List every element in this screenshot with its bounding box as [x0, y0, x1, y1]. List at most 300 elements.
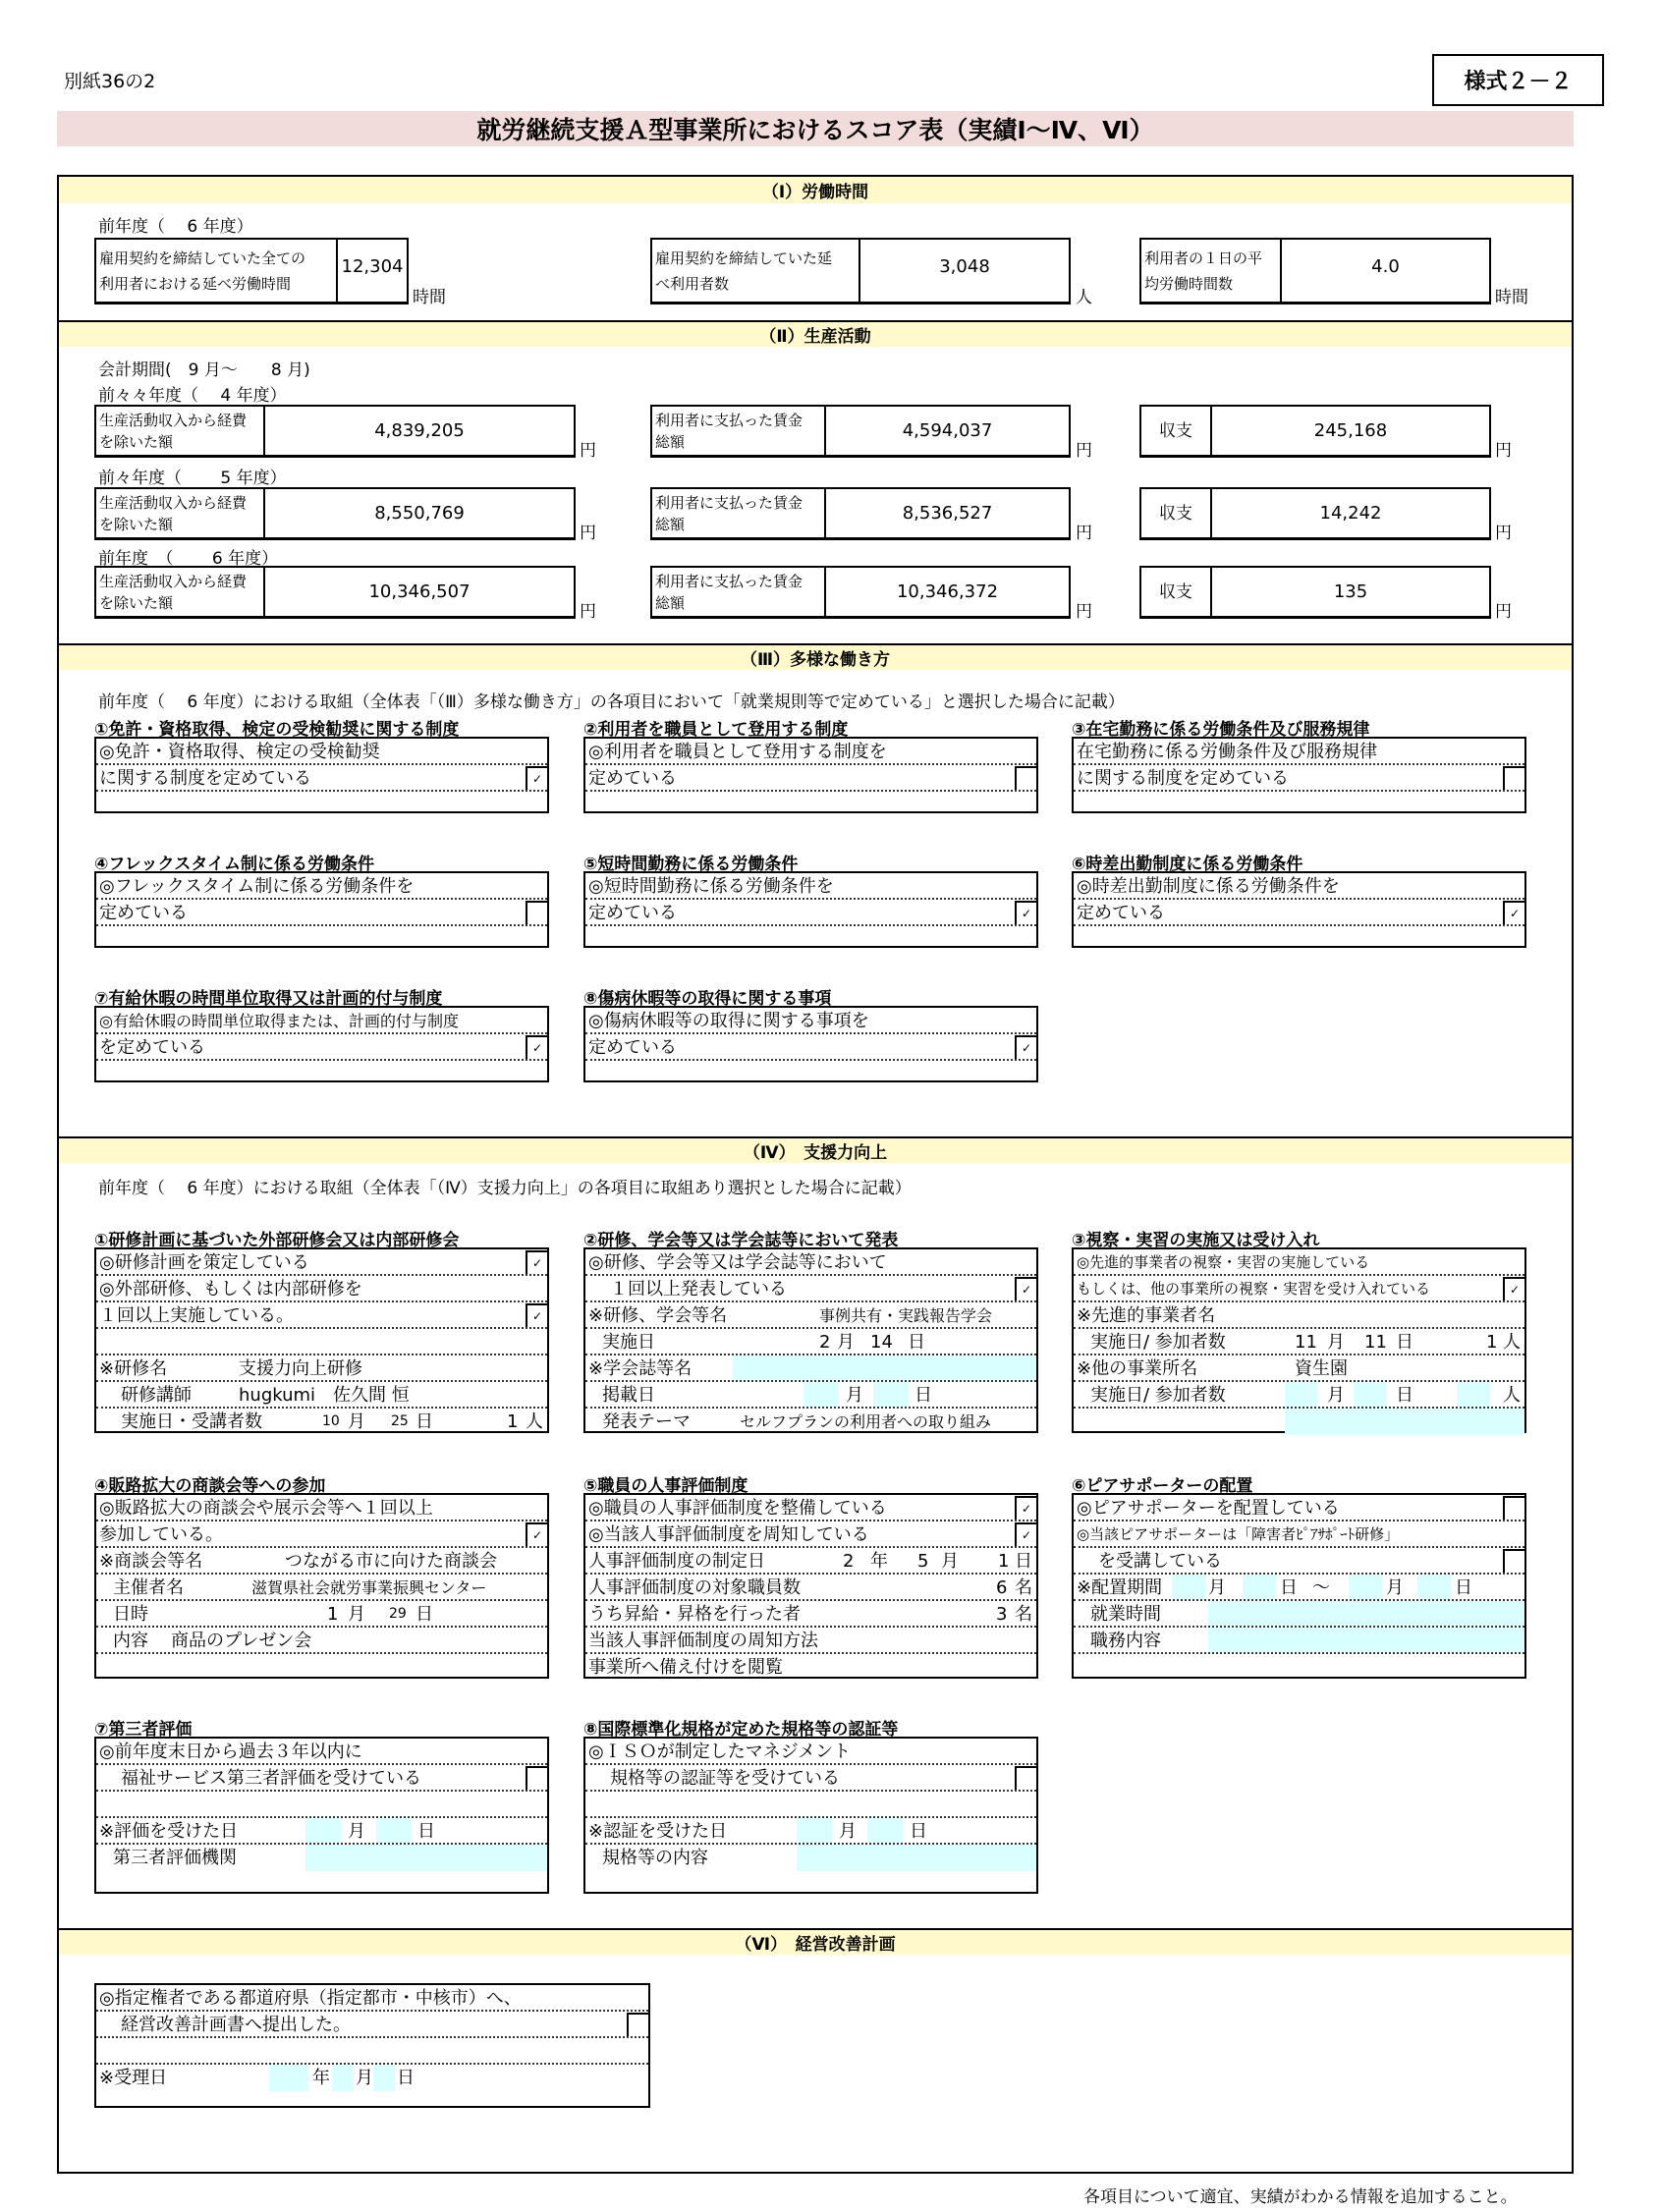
item-1-box — [94, 1247, 549, 1433]
checkbox[interactable]: ✓ — [1503, 1277, 1524, 1302]
month-input[interactable] — [332, 2065, 354, 2091]
day-input[interactable] — [867, 1818, 903, 1843]
row — [96, 1382, 547, 1409]
month-input[interactable] — [1285, 1382, 1318, 1407]
row — [96, 1276, 547, 1302]
day-unit: 日 — [397, 2068, 415, 2088]
row — [96, 1355, 547, 1382]
month-unit: 月 — [1208, 1577, 1226, 1598]
month-unit: 月 — [1386, 1577, 1404, 1598]
item-5-title: ⑤職員の人事評価制度 — [583, 1476, 748, 1496]
row — [585, 1249, 1036, 1276]
work-style-item-box — [583, 871, 1038, 948]
label-line: 利用者における延べ労働時間 — [99, 275, 292, 293]
row — [1074, 1409, 1524, 1435]
item-8-title: ⑧国際標準化規格が定めた規格等の認証等 — [583, 1720, 899, 1740]
wages-paid-box — [650, 566, 1071, 619]
row-label: 発表テーマ — [602, 1411, 691, 1432]
unit-label: 円 — [1495, 602, 1512, 622]
row — [1074, 792, 1524, 818]
row — [585, 1034, 1036, 1061]
row-label: 掲載日 — [602, 1385, 655, 1406]
row-text: 定めている — [588, 768, 677, 789]
row-text: ◎免許・資格取得、検定の受検勧奨 — [99, 742, 380, 762]
month-unit: 月 — [839, 1821, 857, 1842]
day-value[interactable]: 1 — [998, 1551, 1010, 1572]
checkbox[interactable]: ✓ — [526, 1303, 547, 1329]
row-label: 実施日/ 参加者数 — [1090, 1385, 1226, 1406]
row — [585, 1276, 1036, 1302]
row — [96, 1034, 547, 1061]
row — [585, 739, 1036, 765]
label-line: 総額 — [655, 433, 686, 451]
unit-label: 円 — [1495, 441, 1512, 461]
day-unit: 日 — [914, 1385, 932, 1406]
work-style-item-box — [94, 737, 549, 813]
row — [585, 1061, 1036, 1087]
row — [96, 1739, 547, 1765]
fiscal-year-label: 前々年度（ 5 年度） — [98, 469, 287, 488]
row — [96, 1818, 547, 1845]
row-label: 実施日・受講者数 — [121, 1411, 262, 1432]
net-revenue-box — [94, 405, 576, 458]
balance-value[interactable]: 135 — [1333, 581, 1368, 602]
row — [96, 1845, 547, 1871]
section-6-header: （Ⅵ） 経営改善計画 — [59, 1928, 1572, 1955]
day-unit: 日 — [910, 1821, 927, 1842]
unit-label: 円 — [580, 441, 596, 461]
unit-label: 円 — [580, 524, 596, 543]
unit-label: 円 — [1076, 441, 1092, 461]
standard-content-input[interactable] — [797, 1845, 1036, 1871]
year-input[interactable] — [269, 2065, 308, 2091]
checkbox[interactable] — [1503, 766, 1524, 792]
count-unit: 人 — [1503, 1332, 1521, 1353]
row-label: 人事評価制度の対象職員数 — [588, 1577, 801, 1598]
row-label: 規格等の内容 — [602, 1848, 708, 1868]
wages-paid-value[interactable]: 8,536,527 — [902, 503, 993, 524]
checkbox[interactable] — [1503, 1549, 1524, 1575]
row — [96, 1628, 547, 1654]
row-label: 主催者名 — [113, 1577, 184, 1598]
item-7-title: ⑦第三者評価 — [94, 1720, 193, 1740]
item-3-box — [1072, 1247, 1526, 1433]
month-value[interactable]: 10 — [322, 1413, 340, 1429]
row-label: 第三者評価機関 — [113, 1848, 237, 1868]
journal-name-input[interactable] — [733, 1355, 1036, 1380]
row — [585, 1739, 1036, 1765]
balance-label: 収支 — [1141, 568, 1212, 616]
work-style-item-title: ③在宅勤務に係る労働条件及び服務規律 — [1072, 720, 1370, 740]
row — [96, 1575, 547, 1601]
row-text: １回以上発表している — [610, 1279, 787, 1300]
row-label: ※認証を受けた日 — [588, 1821, 728, 1842]
label-line: を除いた額 — [99, 516, 174, 533]
row-text: を受講している — [1098, 1551, 1222, 1572]
evaluator-input[interactable] — [305, 1845, 547, 1871]
work-style-item-box — [94, 1006, 549, 1082]
row — [1074, 1548, 1524, 1575]
month-unit: 月 — [1327, 1385, 1345, 1406]
day-input[interactable] — [376, 1818, 412, 1843]
net-revenue-value[interactable]: 10,346,507 — [368, 581, 471, 602]
row-text: ◎職員の人事評価制度を整備している — [588, 1498, 887, 1519]
range-separator: ～ — [1312, 1577, 1330, 1598]
month-input[interactable] — [797, 1818, 832, 1843]
count-unit: 名 — [1015, 1604, 1032, 1625]
row-text: ◎当該ピアサポーターは「障害者ﾋﾟｱｻﾎﾟｰﾄ研修」 — [1077, 1525, 1400, 1543]
work-style-item-box — [583, 1006, 1038, 1082]
row — [585, 1845, 1036, 1871]
day-value[interactable]: 25 — [391, 1413, 409, 1429]
row-label: 就業時間 — [1090, 1604, 1161, 1625]
item-1-title: ①研修計画に基づいた外部研修会又は内部研修会 — [94, 1231, 460, 1250]
row-text: 定めている — [99, 903, 188, 923]
row — [96, 765, 547, 792]
work-style-item-box — [583, 737, 1038, 813]
checkbox[interactable]: ✓ — [1015, 901, 1036, 926]
row — [96, 739, 547, 765]
row-text: もしくは、他の事業所の視察・実習を受け入れている — [1077, 1280, 1431, 1298]
label-line: 均労働時間数 — [1144, 275, 1234, 293]
item-6-box — [1072, 1493, 1526, 1679]
year-unit: 年 — [312, 2068, 330, 2088]
row — [585, 1818, 1036, 1845]
fiscal-year-label: 前年度 （ 6 年度） — [98, 549, 279, 569]
total-users-box — [650, 238, 1071, 304]
row — [1074, 1276, 1524, 1302]
month-unit: 月 — [356, 2068, 373, 2088]
label-line: 生産活動収入から経費 — [99, 494, 248, 512]
unit-label: 円 — [1495, 524, 1512, 543]
row-text: 規格等の認証等を受けている — [610, 1768, 840, 1789]
work-style-item-title: ⑧傷病休暇等の取得に関する事項 — [583, 989, 832, 1009]
unit-label: 円 — [1076, 524, 1092, 543]
day-value[interactable]: 29 — [389, 1606, 407, 1622]
row-label: ※研修名 — [99, 1358, 168, 1379]
checkbox[interactable] — [1015, 1766, 1036, 1792]
label-line: 利用者に支払った賃金 — [655, 573, 803, 590]
row — [585, 1654, 1036, 1681]
section-1-year-label: 前年度（ 6 年度） — [98, 217, 253, 237]
accounting-period: 会計期間( 9 月～ 8 月) — [98, 360, 310, 380]
promoted-count[interactable]: 3 — [996, 1604, 1008, 1625]
row — [96, 1329, 547, 1355]
row-text: ◎時差出勤制度に係る労働条件を — [1077, 876, 1340, 897]
unit-label: 時間 — [413, 288, 446, 307]
row — [585, 1792, 1036, 1818]
day-input[interactable] — [1243, 1575, 1276, 1599]
wages-paid-box — [650, 405, 1071, 458]
row — [96, 2038, 648, 2065]
month-input[interactable] — [305, 1818, 341, 1843]
row — [1074, 926, 1524, 953]
day-input[interactable] — [873, 1382, 909, 1407]
label-line: 利用者に支払った賃金 — [655, 494, 803, 512]
section-3-note: 前年度（ 6 年度）における取組（全体表「（Ⅲ）多様な働き方」の各項目において「就業規則等で定めている」と選択した場合に記載） — [98, 692, 1125, 712]
work-style-item-box — [1072, 871, 1526, 948]
total-work-hours-value[interactable]: 12,304 — [341, 256, 404, 277]
checkbox[interactable] — [627, 2013, 648, 2038]
avg-daily-hours-value[interactable]: 4.0 — [1371, 256, 1400, 277]
row-text: ◎フレックスタイム制に係る労働条件を — [99, 876, 415, 897]
row-text: 定めている — [588, 1037, 677, 1058]
wages-paid-value[interactable]: 4,594,037 — [902, 420, 993, 441]
label-line: 生産活動収入から経費 — [99, 573, 248, 590]
row-label: 日時 — [113, 1604, 148, 1625]
row — [1074, 1355, 1524, 1382]
row — [96, 1061, 547, 1087]
month-input[interactable] — [1172, 1575, 1205, 1599]
work-style-item-title: ⑤短時間勤務に係る労働条件 — [583, 855, 799, 874]
row-text: １回以上実施している。 — [99, 1305, 294, 1326]
row-text: ◎ピアサポーターを配置している — [1077, 1498, 1340, 1519]
row-label: ※商談会等名 — [99, 1551, 203, 1572]
total-work-hours-box — [94, 238, 409, 304]
fair-name[interactable]: つながる市に向けた商談会 — [285, 1551, 497, 1572]
row-label: 職務内容 — [1090, 1631, 1161, 1651]
row-text: 経営改善計画書へ提出した。 — [121, 2015, 351, 2035]
row — [585, 1329, 1036, 1355]
section-1-header: （Ⅰ）労働時間 — [59, 177, 1572, 203]
day-input[interactable] — [1417, 1575, 1451, 1599]
row — [1074, 1249, 1524, 1276]
balance-box — [1139, 566, 1491, 619]
item-8-box — [583, 1737, 1038, 1894]
row — [96, 900, 547, 926]
row-text: ◎ＩＳＯが制定したマネジメント — [588, 1742, 852, 1762]
month-input[interactable] — [803, 1382, 839, 1407]
row-text: ◎当該人事評価制度を周知している — [588, 1524, 869, 1545]
checkbox[interactable]: ✓ — [1015, 1522, 1036, 1548]
wages-paid-value[interactable]: 10,346,372 — [896, 581, 999, 602]
checkbox[interactable]: ✓ — [526, 1522, 547, 1548]
row-text: ◎先進的事業者の視察・実習の実施している — [1077, 1253, 1370, 1271]
row — [585, 1521, 1036, 1548]
item-7-box — [94, 1737, 549, 1894]
month-input[interactable] — [1349, 1575, 1382, 1599]
row — [585, 1382, 1036, 1409]
count-unit: 名 — [1015, 1577, 1032, 1598]
day-input[interactable] — [1354, 1382, 1387, 1407]
label-line: 総額 — [655, 594, 686, 612]
label-line: 生産活動収入から経費 — [99, 412, 248, 429]
row — [1074, 1654, 1524, 1681]
year-value[interactable]: 2 — [843, 1551, 855, 1572]
count-input[interactable] — [1457, 1382, 1490, 1407]
row — [96, 1548, 547, 1575]
month-unit: 月 — [348, 1411, 365, 1432]
month-unit: 月 — [1327, 1332, 1345, 1353]
row-text: ◎外部研修、もしくは内部研修を — [99, 1279, 362, 1300]
staff-count[interactable]: 6 — [996, 1577, 1008, 1598]
count-value[interactable]: 1 — [1486, 1332, 1498, 1353]
row-text: ◎利用者を職員として登用する制度を — [588, 742, 887, 762]
row — [96, 792, 547, 818]
row — [585, 765, 1036, 792]
month-value[interactable]: 11 — [1295, 1332, 1317, 1353]
row — [96, 1521, 547, 1548]
row — [96, 1792, 547, 1818]
organizer-name[interactable]: 滋賀県社会就労事業振興センター — [251, 1578, 487, 1597]
checkbox[interactable]: ✓ — [526, 1035, 547, 1061]
item-4-box — [94, 1493, 549, 1679]
checkbox[interactable]: ✓ — [526, 1250, 547, 1276]
checkbox[interactable] — [1015, 766, 1036, 792]
section-2-header: （Ⅱ）生産活動 — [59, 320, 1572, 347]
day-unit: 日 — [1396, 1332, 1413, 1353]
row-label: うち昇給・昇格を行った者 — [588, 1604, 801, 1625]
label-line: 総額 — [655, 516, 686, 533]
row — [96, 1249, 547, 1276]
row — [1074, 1521, 1524, 1548]
section-3-header: （Ⅲ）多様な働き方 — [59, 643, 1572, 670]
month-unit: 月 — [846, 1385, 863, 1406]
count-value[interactable]: 1 — [507, 1411, 519, 1432]
row-label: 内容 — [113, 1631, 148, 1651]
row — [96, 873, 547, 900]
checkbox[interactable] — [526, 1766, 547, 1792]
row — [585, 873, 1036, 900]
form-number-badge: 様式２－２ — [1432, 54, 1604, 106]
day-value[interactable]: 11 — [1364, 1332, 1387, 1353]
work-style-item-title: ⑦有給休暇の時間単位取得又は計画的付与制度 — [94, 989, 443, 1009]
row — [96, 1601, 547, 1628]
month-value[interactable]: 2 — [819, 1332, 831, 1353]
row-text: に関する制度を定めている — [1077, 768, 1289, 789]
row — [585, 1495, 1036, 1521]
day-unit: 日 — [1455, 1577, 1472, 1598]
row — [96, 1985, 648, 2012]
total-users-value[interactable]: 3,048 — [939, 256, 990, 277]
row-label: ※学会誌等名 — [588, 1358, 692, 1379]
fiscal-year-label: 前々々年度（ 4 年度） — [98, 386, 287, 406]
checkbox[interactable]: ✓ — [1015, 1035, 1036, 1061]
checkbox[interactable] — [1503, 1496, 1524, 1521]
row-text: 定めている — [588, 903, 677, 923]
row — [96, 1495, 547, 1521]
row — [1074, 1601, 1524, 1628]
day-unit: 日 — [1396, 1385, 1413, 1406]
duties-input[interactable] — [1208, 1628, 1524, 1652]
row-text: 定めている — [1077, 903, 1165, 923]
net-revenue-box — [94, 566, 576, 619]
row-label: ※配置期間 — [1077, 1577, 1163, 1598]
row — [1074, 1628, 1524, 1654]
month-value[interactable]: 1 — [327, 1604, 339, 1625]
label-line: 雇用契約を締結していた延 — [655, 249, 833, 267]
checkbox[interactable] — [526, 901, 547, 926]
unit-label: 時間 — [1495, 288, 1528, 307]
day-input[interactable] — [373, 2065, 395, 2091]
balance-value[interactable]: 245,168 — [1313, 420, 1388, 441]
management-plan-box — [94, 1983, 650, 2108]
row — [1074, 739, 1524, 765]
row — [1074, 1302, 1524, 1329]
row — [96, 1765, 547, 1792]
row — [585, 926, 1036, 953]
row — [1074, 1329, 1524, 1355]
row-text: 福祉サービス第三者評価を受けている — [121, 1768, 421, 1789]
checkbox[interactable]: ✓ — [1015, 1277, 1036, 1302]
reference-label: 別紙36の2 — [64, 71, 156, 92]
work-style-item-title: ④フレックスタイム制に係る労働条件 — [94, 855, 375, 874]
count-unit: 人 — [1503, 1385, 1521, 1406]
item-6-title: ⑥ピアサポーターの配置 — [1072, 1476, 1253, 1496]
page-title: 就労継続支援Ａ型事業所におけるスコア表（実績Ⅰ～Ⅳ、Ⅵ） — [57, 111, 1574, 146]
label-line: を除いた額 — [99, 594, 174, 612]
work-hours-input[interactable] — [1208, 1601, 1524, 1626]
balance-box — [1139, 405, 1491, 458]
row-text: ◎短時間勤務に係る労働条件を — [588, 876, 834, 897]
row — [585, 1575, 1036, 1601]
day-unit: 日 — [416, 1411, 433, 1432]
row — [96, 1302, 547, 1329]
label-line: 利用者の１日の平 — [1144, 249, 1263, 267]
work-style-item-title: ②利用者を職員として登用する制度 — [583, 720, 849, 740]
item-2-box — [583, 1247, 1038, 1433]
balance-label: 収支 — [1141, 407, 1212, 455]
work-style-item-title: ①免許・資格取得、検定の受検勧奨に関する制度 — [94, 720, 460, 740]
net-revenue-value[interactable]: 8,550,769 — [374, 503, 465, 524]
month-value[interactable]: 5 — [917, 1551, 929, 1572]
other-facility-name[interactable]: 資生園 — [1295, 1358, 1348, 1379]
wages-paid-box — [650, 487, 1071, 540]
conference-name[interactable]: 事例共有・実践報告学会 — [819, 1306, 993, 1325]
row — [585, 1765, 1036, 1792]
row — [96, 1008, 547, 1034]
row-label: 人事評価制度の制定日 — [588, 1551, 765, 1572]
training-name[interactable]: 支援力向上研修 — [239, 1358, 362, 1379]
row-text: ◎前年度末日から過去３年以内に — [99, 1742, 362, 1762]
work-style-item-box — [1072, 737, 1526, 813]
unit-label: 円 — [1076, 602, 1092, 622]
row-text: ◎指定権者である都道府県（指定都市・中核市）へ、 — [99, 1988, 522, 2009]
net-revenue-value[interactable]: 4,839,205 — [374, 420, 465, 441]
section-4-note: 前年度（ 6 年度）における取組（全体表「（Ⅳ）支援力向上」の各項目に取組あり選択とした場合に記載） — [98, 1179, 912, 1198]
balance-value[interactable]: 14,242 — [1319, 503, 1382, 524]
checkbox[interactable]: ✓ — [1503, 901, 1524, 926]
month-unit: 月 — [348, 1604, 365, 1625]
count-unit: 人 — [526, 1411, 543, 1432]
checkbox[interactable]: ✓ — [1015, 1496, 1036, 1521]
presentation-theme[interactable]: セルフプランの利用者への取り組み — [740, 1412, 992, 1431]
label-line: 利用者に支払った賃金 — [655, 412, 803, 429]
row — [585, 1628, 1036, 1654]
extra-input[interactable] — [1285, 1409, 1524, 1435]
row — [585, 1601, 1036, 1628]
row — [585, 1409, 1036, 1435]
notification-method[interactable]: 事業所へ備え付けを閲覧 — [588, 1657, 783, 1678]
item-2-title: ②研修、学会等又は学会誌等において発表 — [583, 1231, 899, 1250]
trainer-name[interactable]: hugkumi 佐久間 恒 — [239, 1385, 410, 1406]
day-value[interactable]: 14 — [870, 1332, 893, 1353]
balance-label: 収支 — [1141, 489, 1212, 537]
content-value[interactable]: 商品のプレゼン会 — [171, 1631, 312, 1651]
avg-daily-hours-box — [1139, 238, 1491, 304]
row-label: ※先進的事業者名 — [1077, 1305, 1216, 1326]
row — [1074, 1382, 1524, 1409]
row-label: ※評価を受けた日 — [99, 1821, 239, 1842]
row-text: ◎研修、学会等又は学会誌等において — [588, 1252, 887, 1273]
work-style-item-title: ⑥時差出勤制度に係る労働条件 — [1072, 855, 1303, 874]
row-text: ◎傷病休暇等の取得に関する事項を — [588, 1011, 869, 1031]
row — [1074, 1495, 1524, 1521]
row-text: を定めている — [99, 1037, 205, 1058]
checkbox[interactable]: ✓ — [526, 766, 547, 792]
row — [585, 1302, 1036, 1329]
month-unit: 月 — [837, 1332, 855, 1353]
